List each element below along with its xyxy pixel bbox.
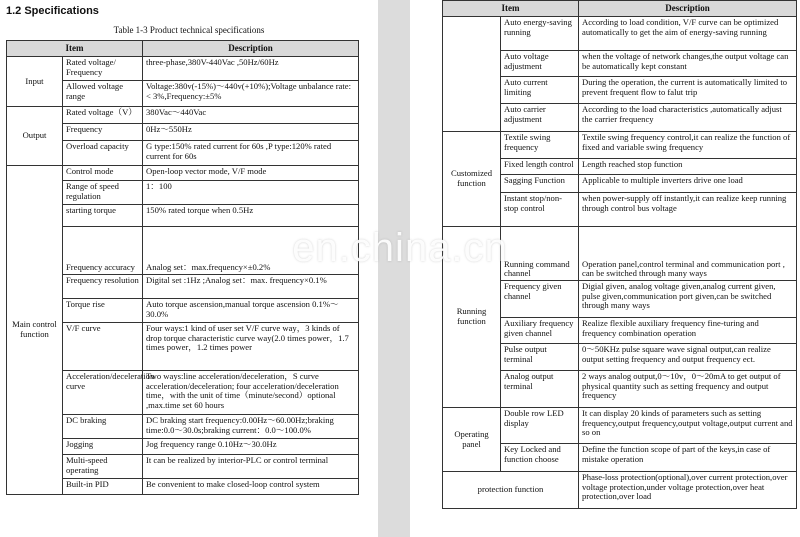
group-input: Input (7, 57, 63, 107)
row-label: Instant stop/non-stop control (501, 193, 579, 227)
group-output: Output (7, 107, 63, 166)
header-item: Item (7, 41, 143, 57)
table-row (7, 107, 359, 124)
spec-table-left (6, 40, 359, 495)
row-label: Rated voltage（V） (63, 107, 143, 124)
row-label: Frequency (63, 124, 143, 141)
row-description: DC braking start frequency:0.00Hz～60.00Hz;braking time:0.0～30.0s;braking current：0.0～100.0% (143, 415, 359, 439)
row-label: Frequency resolution (63, 275, 143, 299)
row-label: Jogging (63, 439, 143, 455)
row-description: when power-supply off instantly,it can realize keep running through control bus voltage (579, 193, 797, 227)
group-main-control: Main control function (7, 166, 63, 495)
row-description: when the voltage of network changes,the output voltage can be automatically kept constant (579, 51, 797, 77)
row-description: Be convenient to make closed-loop control system (143, 479, 359, 495)
table-row (443, 472, 797, 509)
row-description: It can be realized by interior-PLC or control terminal (143, 455, 359, 479)
row-description: Open-loop vector mode, V/F mode (143, 166, 359, 181)
row-label: Range of speed regulation (63, 181, 143, 205)
table-header-row (443, 1, 797, 17)
row-label: Double row LED display (501, 408, 579, 444)
row-description: 0Hz～550Hz (143, 124, 359, 141)
row-label: Torque rise (63, 299, 143, 323)
row-description: Digital set :1Hz ;Analog set：max. frequency×0.1% (143, 275, 359, 299)
row-label: Auto voltage adjustment (501, 51, 579, 77)
row-description: Textile swing frequency control,it can realize the function of fixed and variable swing frequency (579, 132, 797, 159)
row-description: According to load condition, V/F curve can be optimized automatically to get the aim of energy-saving running (579, 17, 797, 51)
row-label: Auto current limiting (501, 77, 579, 104)
row-description: 380Vac～440Vac (143, 107, 359, 124)
spec-table-right (442, 0, 797, 509)
table-row (443, 132, 797, 159)
row-label: Auto carrier adjustment (501, 104, 579, 132)
row-label: Running command channel (501, 227, 579, 281)
row-description: 1：100 (143, 181, 359, 205)
row-label: Frequency given channel (501, 281, 579, 318)
row-description: Operation panel,control terminal and communication port , can be switched through many ways (579, 227, 797, 281)
row-description: G type:150% rated current for 60s ,P type:120% rated current for 60s (143, 141, 359, 166)
row-label: Built-in PID (63, 479, 143, 495)
group-blank (443, 17, 501, 132)
header-item: Item (443, 1, 579, 17)
group-customized: Customized function (443, 132, 501, 227)
row-label: starting torque (63, 205, 143, 227)
row-description: Jog frequency range 0.10Hz～30.0Hz (143, 439, 359, 455)
spec-page-left (0, 0, 378, 537)
row-label: Key Locked and function choose (501, 444, 579, 472)
group-operating-panel: Operating panel (443, 408, 501, 472)
row-label: Frequency accuracy (63, 227, 143, 275)
row-label: Control mode (63, 166, 143, 181)
watermark-text: en.china.cn (292, 226, 508, 270)
row-description: 0～50KHz pulse square wave signal output,can realize output setting frequency and output frequency ect. (579, 344, 797, 371)
row-description: Phase-loss protection(optional),over current protection,over voltage protection,under voltage protection,over heat protection,over load (579, 472, 797, 509)
group-running: Running function (443, 227, 501, 408)
row-label: Rated voltage/ Frequency (63, 57, 143, 81)
row-label: V/F curve (63, 323, 143, 371)
row-description: 2 ways analog output,0～10v，0～20mA to get output of physical quantity such as setting frequency and output frequency (579, 371, 797, 408)
row-description: three-phase,380V-440Vac ,50Hz/60Hz (143, 57, 359, 81)
row-description: According to the load characteristics ,automatically adjust the carrier frequency (579, 104, 797, 132)
row-label: Fixed length control (501, 159, 579, 175)
header-description: Description (143, 41, 359, 57)
row-label: Acceleration/deceleration curve (63, 371, 143, 415)
row-label: Auxiliary frequency given channel (501, 318, 579, 344)
row-label: Auto energy-saving running (501, 17, 579, 51)
table-header-row (7, 41, 359, 57)
row-description: It can display 20 kinds of parameters such as setting frequency,output frequency,output voltage,output current and so on (579, 408, 797, 444)
row-label: Pulse output terminal (501, 344, 579, 371)
row-description: Voltage:380v(-15%)～440v(+10%);Voltage unbalance rate: < 3%,Frequency:±5% (143, 81, 359, 107)
row-label: Allowed voltage range (63, 81, 143, 107)
row-label: Textile swing frequency (501, 132, 579, 159)
row-description: Digial given, analog voltage given,analog current given, pulse given,communication port given,can be switched through many ways (579, 281, 797, 318)
table-caption: Table 1-3 Product technical specifications (113, 25, 265, 35)
table-row (7, 166, 359, 181)
table-row (443, 17, 797, 51)
row-description: Realize flexible auxiliary frequency fine-turing and frequency combination operation (579, 318, 797, 344)
section-heading: 1.2 Specifications (6, 5, 99, 17)
row-label: Multi-speed operating (63, 455, 143, 479)
row-label: DC braking (63, 415, 143, 439)
table-row (443, 408, 797, 444)
row-description: Two ways:line acceleration/deceleration，S curve acceleration/deceleration; four acceleration/deceleration time，with the unit of time（minute/second）optional ,max.time set 60 hours (143, 371, 359, 415)
row-description: Applicable to multiple inverters drive one load (579, 175, 797, 193)
row-description: Analog set：max.frequency×±0.2% (143, 227, 359, 275)
row-label: Sagging Function (501, 175, 579, 193)
table-row (7, 57, 359, 81)
protection-function-label: protection function (443, 472, 579, 509)
row-description: During the operation, the current is automatically limited to prevent frequent flow to falut trip (579, 77, 797, 104)
row-description: Four ways:1 kind of user set V/F curve way，3 kinds of drop torque characteristic curve way(2.0 times power，1.7 times power，1.2 times power (143, 323, 359, 371)
header-description: Description (579, 1, 797, 17)
table-row (443, 227, 797, 281)
row-description: 150% rated torque when 0.5Hz (143, 205, 359, 227)
row-description: Length reached stop function (579, 159, 797, 175)
row-label: Overload capacity (63, 141, 143, 166)
row-label: Analog output terminal (501, 371, 579, 408)
row-description: Auto torque ascension,manual torque ascension 0.1%～30.0% (143, 299, 359, 323)
row-description: Define the function scope of part of the keys,in case of mistake operation (579, 444, 797, 472)
page-gutter (378, 0, 410, 537)
spec-page-right (410, 0, 800, 537)
